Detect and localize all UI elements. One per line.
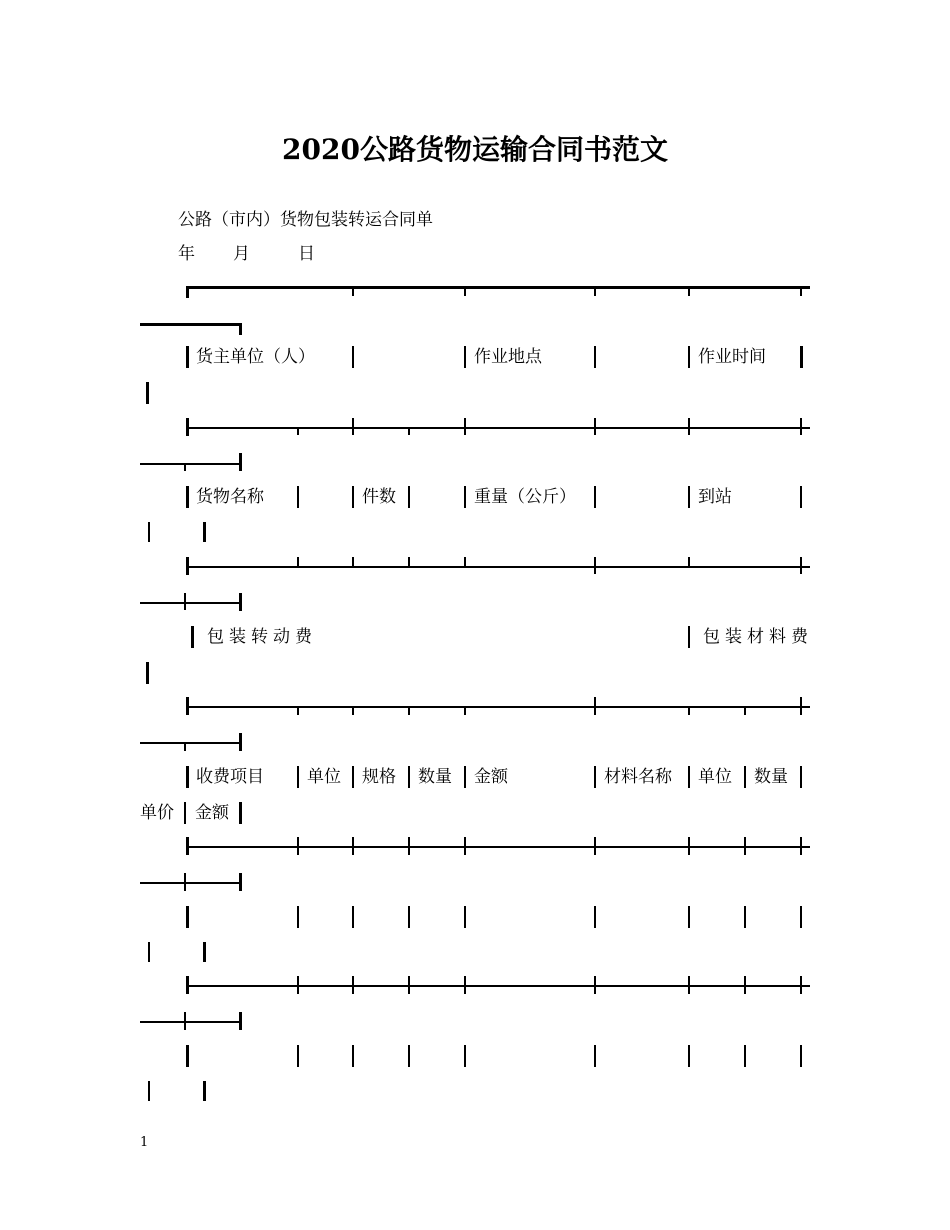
unit-price-header: 单价 (140, 803, 174, 823)
amount-header: 金额 (474, 767, 508, 787)
location-label: 作业地点 (474, 347, 542, 367)
owner-label: 货主单位（人） (196, 347, 315, 367)
material-name-header: 材料名称 (604, 767, 672, 787)
material-fee-label: 包装材料费 (703, 627, 813, 647)
date-month: 月 (233, 244, 250, 264)
transfer-fee-label: 包装转动费 (207, 627, 317, 647)
document-title: 2020公路货物运输合同书范文 (282, 133, 668, 166)
date-year: 年 (178, 244, 195, 264)
pieces-label: 件数 (362, 487, 396, 507)
unit2-header: 单位 (698, 767, 732, 787)
quantity2-header: 数量 (754, 767, 788, 787)
unit-header: 单位 (307, 767, 341, 787)
weight-label: 重量（公斤） (474, 487, 576, 507)
spec-header: 规格 (362, 767, 396, 787)
goods-name-label: 货物名称 (196, 487, 264, 507)
quantity-header: 数量 (418, 767, 452, 787)
station-label: 到站 (698, 487, 732, 507)
date-day: 日 (298, 244, 315, 264)
time-label: 作业时间 (698, 347, 766, 367)
charge-item-header: 收费项目 (196, 767, 264, 787)
form-subtitle: 公路（市内）货物包装转运合同单 (178, 210, 433, 230)
page-number: 1 (140, 1135, 149, 1150)
amount2-header: 金额 (195, 803, 229, 823)
